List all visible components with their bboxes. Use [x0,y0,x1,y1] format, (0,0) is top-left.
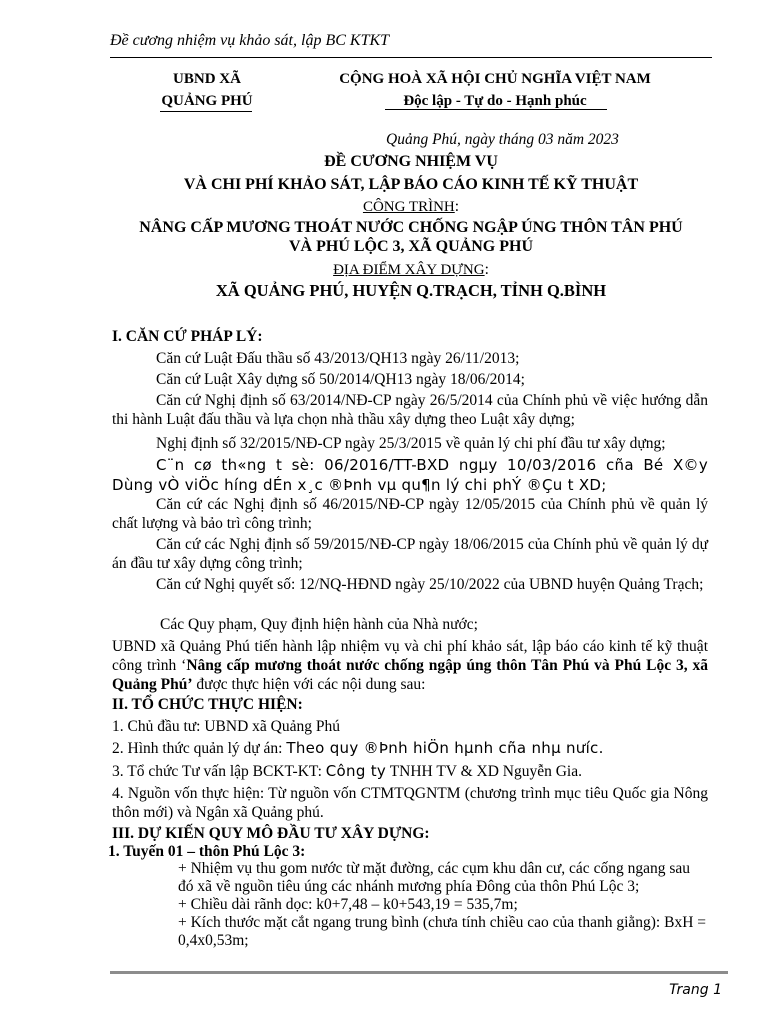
nation-line-2: Độc lập - Tự do - Hạnh phúc [403,93,587,109]
route-1-bullet: + Kích thước mặt cắt ngang trung bình (chưa tính chiều cao của thanh giằng): BxH = 0,4x0,53m; [178,914,706,949]
legal-basis-item: Căn cứ Nghị định số 63/2014/NĐ-CP ngày 26/5/2014 của Chính phủ về việc hướng dẫn thi hành Luật đấu thầu và lựa chọn nhà thầu xây dựng theo Luật xây dựng; [112,392,708,428]
legal-basis-item: Căn cứ Luật Xây dựng số 50/2014/QH13 ngày 18/06/2014; [156,371,525,388]
project-name-line-1: NÂNG CẤP MƯƠNG THOÁT NƯỚC CHỐNG NGẬP ÚNG THÔN TÂN PHÚ [139,219,683,236]
intro-project-name: Nâng cấp mương thoát nước chống ngập úng thôn Tân Phú và Phú Lộc 3, xã Quảng Phú’ [112,657,708,693]
project-label-line: CÔNG TRÌNH: [362,198,460,215]
intro-text-before: UBND xã Quảng Phú tiến hành lập nhiệm vụ và chi phí khảo sát, lập báo cáo kinh tế kỹ thuật công trình ‘ [112,638,708,674]
section-2-heading: II. TỔ CHỨC THỰC HIỆN: [112,696,303,713]
route-1-heading: 1. Tuyến 01 – thôn Phú Lộc 3: [108,843,306,860]
legal-basis-item: Căn cứ các Nghị định số 46/2015/NĐ-CP ngày 12/05/2015 của Chính phủ về quản lý chất lượng và bảo trì công trình; [112,496,708,532]
running-header: Đề cương nhiệm vụ khảo sát, lập BC KTKT [110,32,390,49]
legal-basis-item: C¨n cø th«ng t sè: 06/2016/TT-BXD ngµy 10/03/2016 cña Bé X©y Dùng vÒ viÖc híng dÉn x¸c ®Þnh vµ qu¶n lý chi phÝ ®Çu t XD; [112,456,708,494]
org-underline [160,111,252,112]
footer-rule [110,971,728,974]
org-item-2 [112,739,708,758]
legal-basis-item: Căn cứ Luật Đấu thầu số 43/2013/QH13 ngày 26/11/2013; [156,350,520,367]
intro-text-after: được thực hiện với các nội dung sau: [192,676,426,693]
route-1-bullet: + Nhiệm vụ thu gom nước từ mặt đường, các cụm khu dân cư, các cống ngang sau đó xã về nguồn tiêu úng các nhánh mương phía Đông của thôn Phú Lộc 3; [178,860,690,895]
org-item-2-value: Theo quy ®Þnh hiÖn hµnh cña nhµ nưíc. [286,739,604,757]
legal-basis-item: Nghị định số 32/2015/NĐ-CP ngày 25/3/2015 về quản lý chi phí đầu tư xây dựng; [156,435,666,452]
org-item-3-label: 3. Tổ chức Tư vấn lập BCKT-KT: [112,763,326,780]
nation-line-1: CỘNG HOÀ XÃ HỘI CHỦ NGHĨA VIỆT NAM [339,71,651,87]
org-item-3-rest: TNHH TV & XD Nguyễn Gia. [386,763,582,780]
org-line-1: UBND XÃ [173,71,241,87]
issuing-organization [145,68,269,112]
org-item-4: 4. Nguồn vốn thực hiện: Từ nguồn vốn CTMTQGNTM (chương trình mục tiêu Quốc gia Nông thôn mới) và Ngân xã Quảng phú. [112,785,708,821]
location-label: ĐỊA ĐIỂM XÂY DỰNG [333,262,485,278]
intro-paragraph [112,637,708,694]
org-item-2-label: 2. Hình thức quản lý dự án: [112,740,287,757]
location-label-line: ĐỊA ĐIỂM XÂY DỰNG: [333,261,489,278]
location-value: XÃ QUẢNG PHÚ, HUYỆN Q.TRẠCH, TỈNH Q.BÌNH [215,281,607,300]
org-item-3 [112,762,708,781]
section-3-heading: III. DỰ KIẾN QUY MÔ ĐẦU TƯ XÂY DỰNG: [112,825,430,842]
place-date: Quảng Phú, ngày tháng 03 năm 2023 [386,131,619,148]
legal-basis-item: Căn cứ Nghị quyết số: 12/NQ-HĐND ngày 25/10/2022 của UBND huyện Quảng Trạch; [156,576,704,593]
header-rule [110,57,712,58]
org-item-1: 1. Chủ đầu tư: UBND xã Quảng Phú [112,718,340,735]
page-number: Trang 1 [669,982,722,998]
project-label: CÔNG TRÌNH [362,199,455,215]
doc-title-line-1: ĐỀ CƯƠNG NHIỆM VỤ [324,153,498,170]
org-item-3-company: Công ty [325,762,387,780]
doc-title-line-2: VÀ CHI PHÍ KHẢO SÁT, LẬP BÁO CÁO KINH TẾ KỸ THUẬT [183,176,639,193]
motto-underline [385,109,607,110]
project-name-line-2: VÀ PHÚ LỘC 3, XÃ QUẢNG PHÚ [289,238,533,255]
section-1-heading: I. CĂN CỨ PHÁP LÝ: [112,328,263,345]
legal-basis-item: Căn cứ các Nghị định số 59/2015/NĐ-CP ngày 18/06/2015 của Chính phủ về quản lý dự án đầu tư xây dựng công trình; [112,536,708,572]
legal-basis-item: Các Quy phạm, Quy định hiện hành của Nhà nước; [160,616,478,633]
route-1-bullet: + Chiều dài rãnh dọc: k0+7,48 – k0+543,19 = 535,7m; [178,896,518,913]
org-line-2: QUẢNG PHÚ [161,93,253,109]
national-motto [305,68,685,112]
